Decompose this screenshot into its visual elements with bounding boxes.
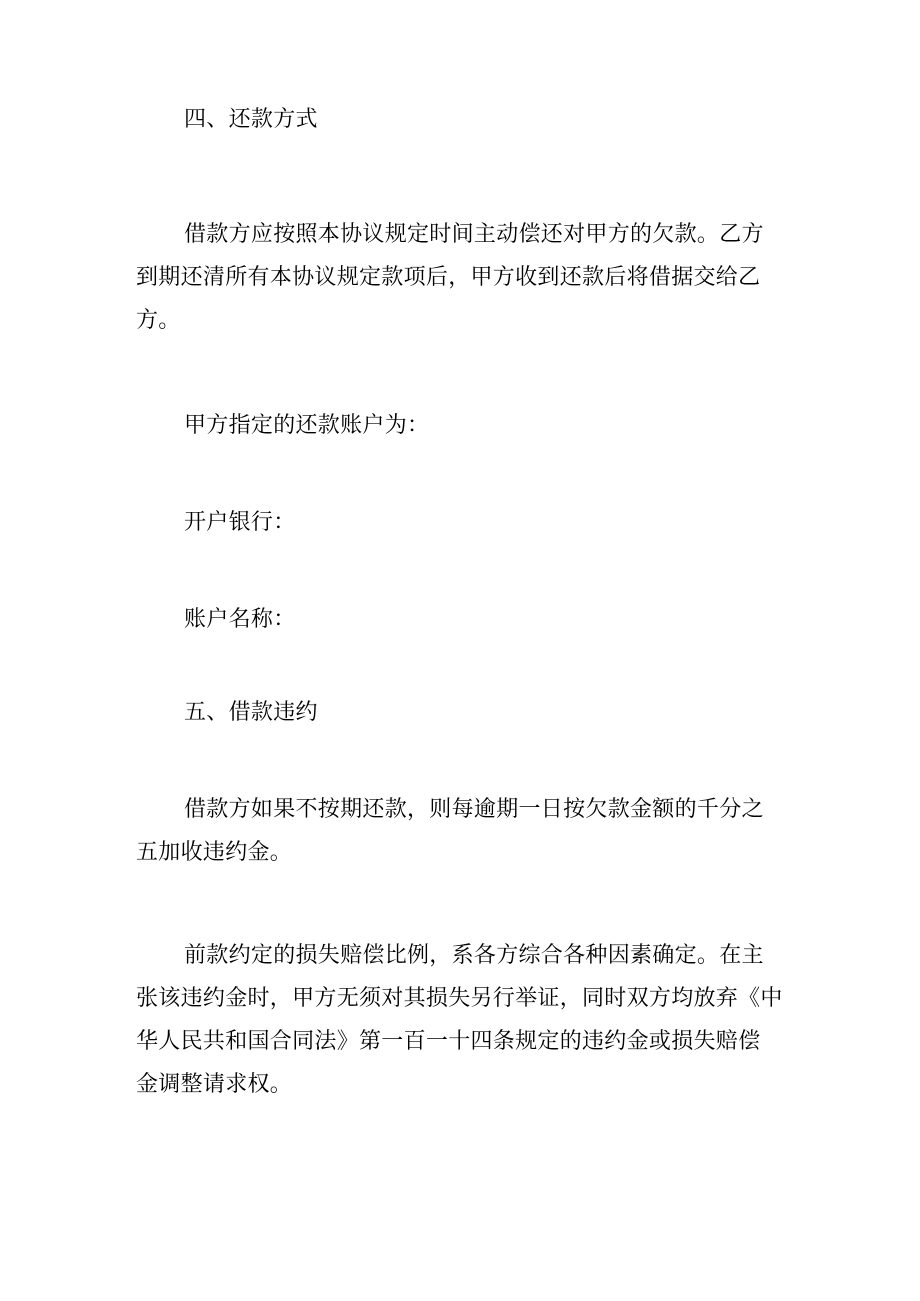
paragraph-line: 前款约定的损失赔偿比例，系各方综合各种因素确定。在主 xyxy=(184,943,764,968)
section-4-repayment-paragraph xyxy=(136,213,796,342)
section-4-heading: 四、还款方式 xyxy=(184,107,318,132)
paragraph-line: 到期还清所有本协议规定款项后，甲方收到还款后将借据交给乙 xyxy=(136,265,761,290)
paragraph-line: 华人民共和国合同法》第一百一十四条规定的违约金或损失赔偿 xyxy=(136,1029,761,1054)
paragraph-line: 金调整请求权。 xyxy=(136,1072,293,1097)
paragraph-line: 张该违约金时，甲方无须对其损失另行举证，同时双方均放弃《中 xyxy=(136,986,783,1011)
paragraph-line: 方。 xyxy=(136,308,181,333)
section-5-penalty-paragraph xyxy=(136,788,796,874)
repayment-account-intro: 甲方指定的还款账户为： xyxy=(184,413,430,438)
paragraph-line: 五加收违约金。 xyxy=(136,840,293,865)
paragraph-line: 借款方应按照本协议规定时间主动偿还对甲方的欠款。乙方 xyxy=(184,222,764,247)
paragraph-line: 借款方如果不按期还款，则每逾期一日按欠款金额的千分之 xyxy=(184,797,764,822)
bank-label: 开户银行： xyxy=(184,510,296,535)
section-5-heading: 五、借款违约 xyxy=(184,700,318,725)
section-5-damages-paragraph xyxy=(136,934,796,1106)
account-name-label: 账户名称： xyxy=(184,607,296,632)
